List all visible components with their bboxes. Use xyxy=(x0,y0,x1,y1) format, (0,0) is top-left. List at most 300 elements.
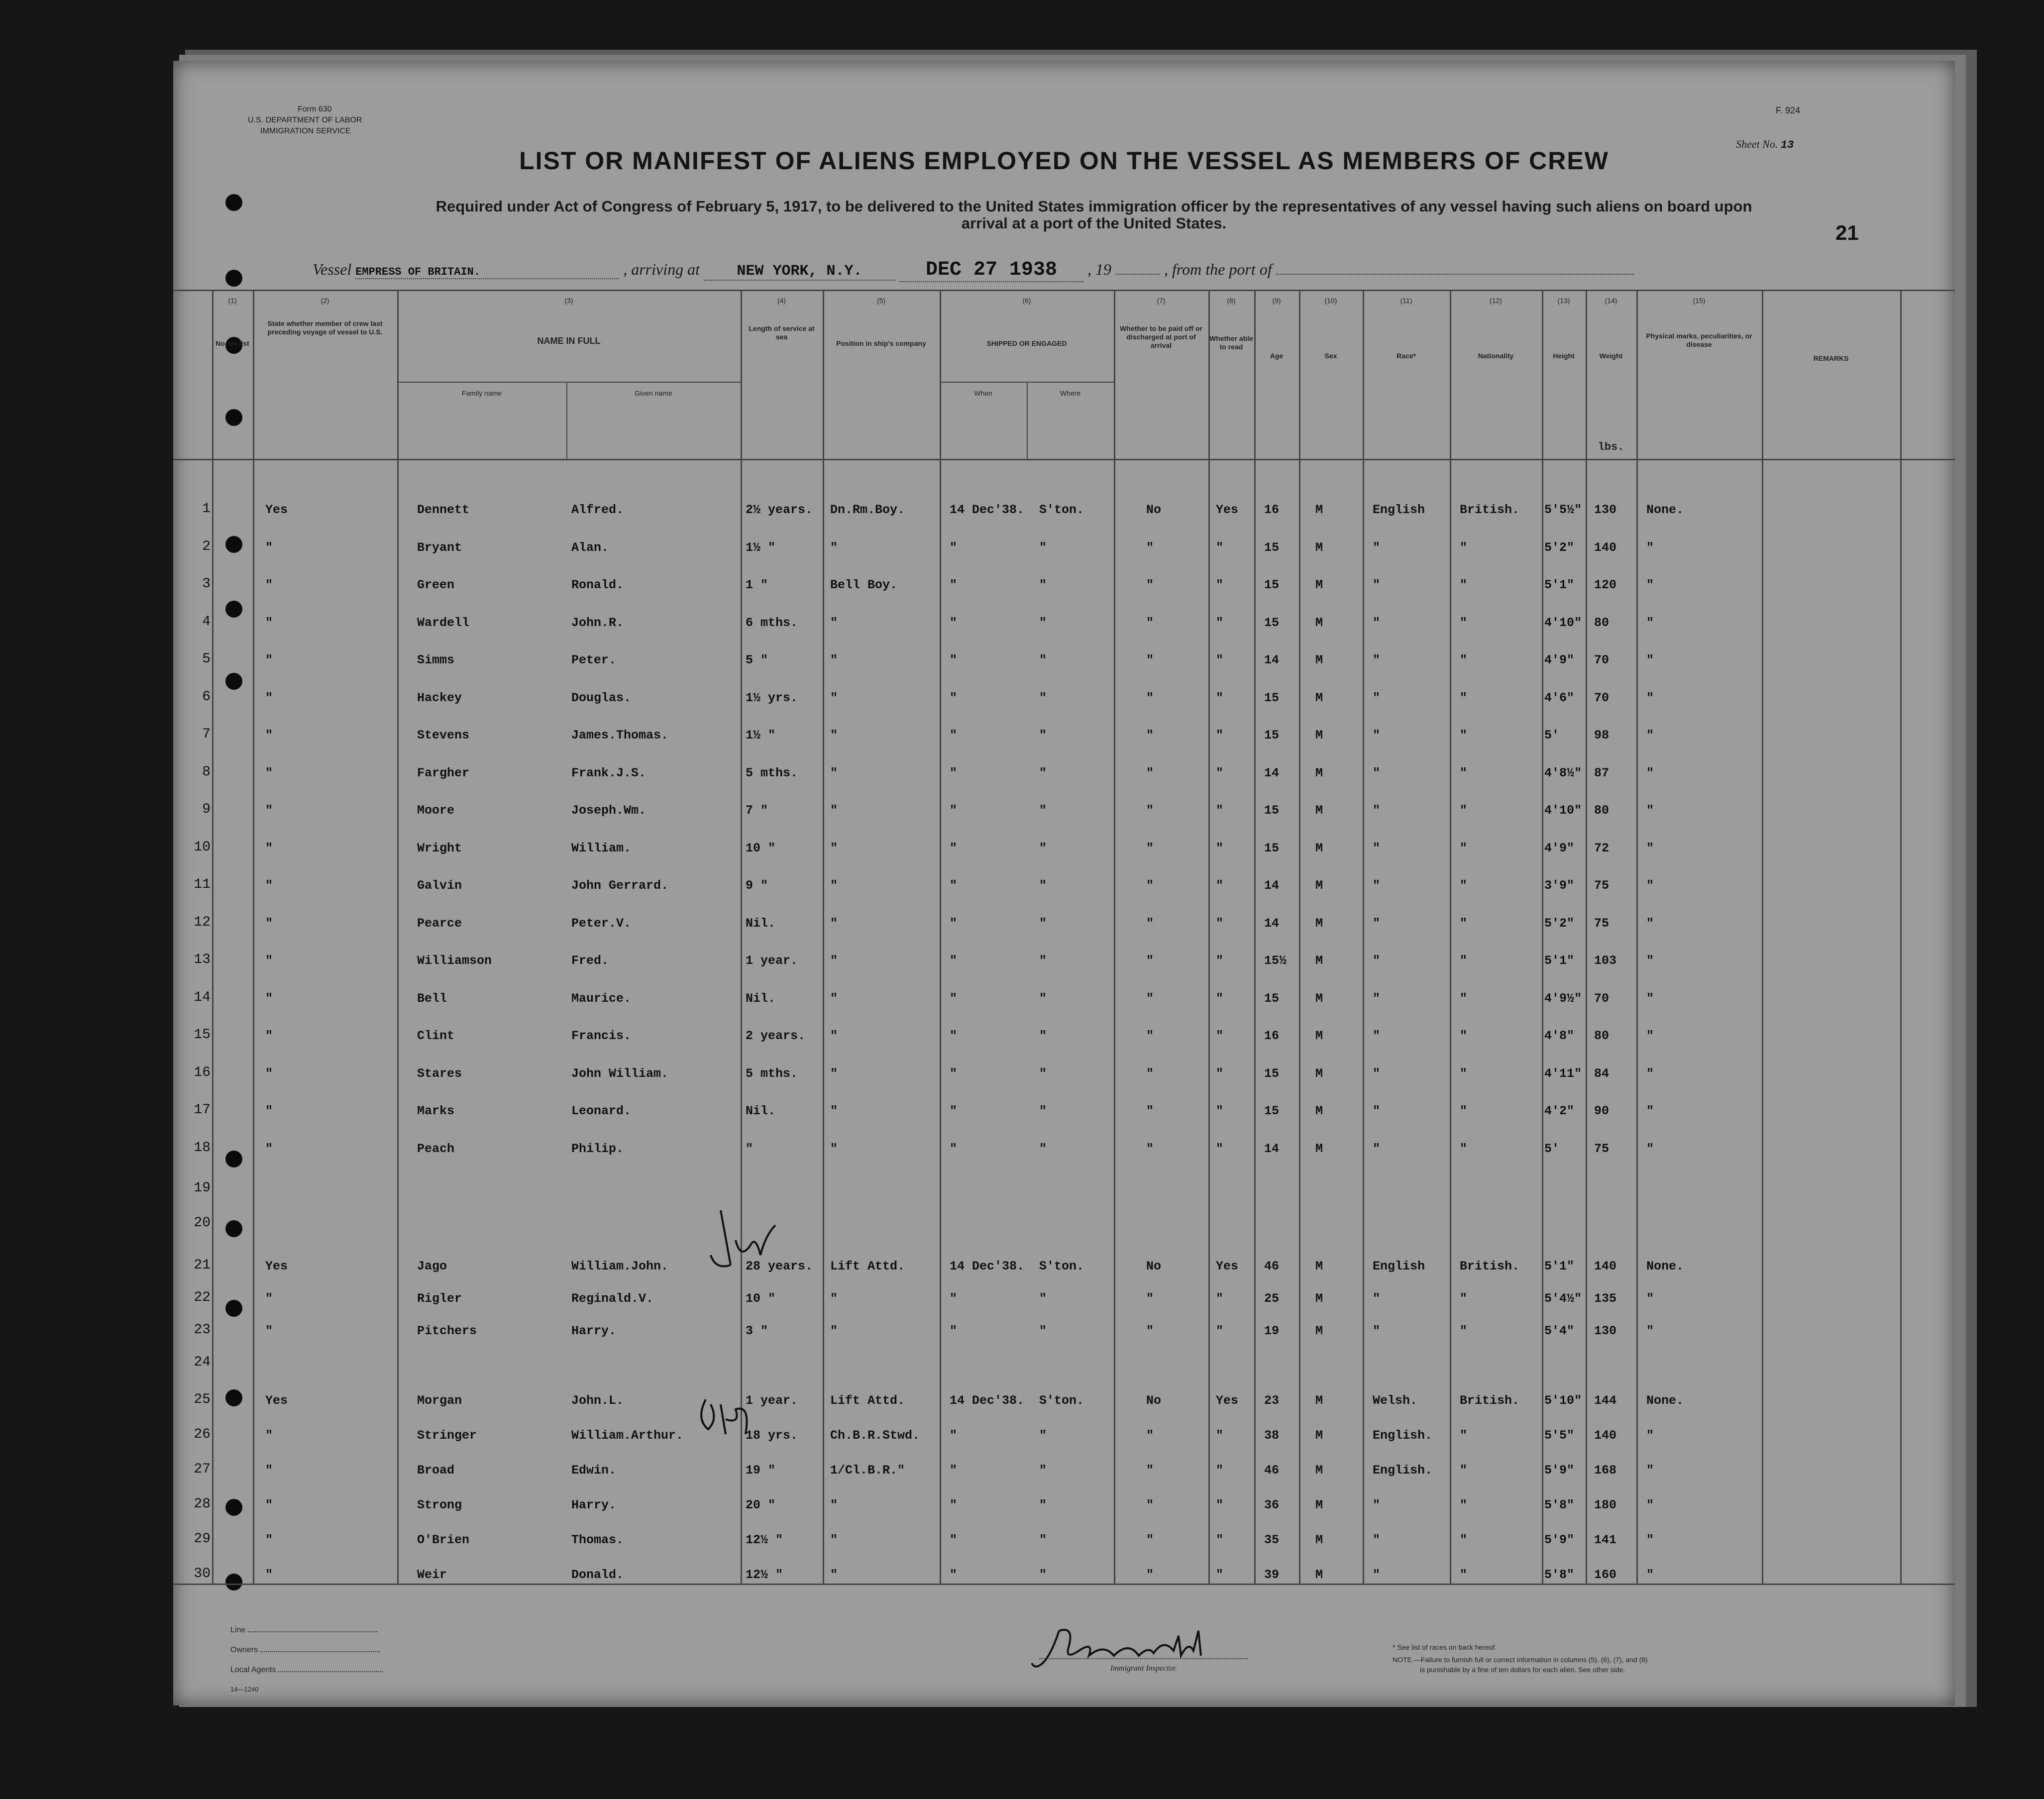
arriving-label: , arriving at xyxy=(623,260,700,278)
row-number-cell: 15 xyxy=(194,1027,211,1043)
family-name-cell: Moore xyxy=(417,803,455,818)
physical-marks-cell: " xyxy=(1646,615,1654,630)
height-cell: 4'9" xyxy=(1544,653,1575,667)
able-to-read-cell: " xyxy=(1216,1498,1224,1512)
able-to-read-cell: " xyxy=(1216,1291,1224,1306)
position-cell: " xyxy=(830,728,838,742)
paid-off-cell: " xyxy=(1146,653,1154,667)
nationality-cell: " xyxy=(1460,1533,1468,1547)
position-cell: " xyxy=(830,953,838,968)
family-name-cell: Stares xyxy=(417,1066,462,1081)
position-cell: " xyxy=(830,615,838,630)
shipped-where-cell: S'ton. xyxy=(1039,503,1084,517)
weight-cell: 70 xyxy=(1594,991,1610,1006)
col-number: (5) xyxy=(876,297,886,305)
position-cell: " xyxy=(830,916,838,931)
family-name-cell: Morgan xyxy=(417,1393,462,1408)
given-name-cell: Donald. xyxy=(571,1568,624,1582)
col-divider xyxy=(212,290,214,1584)
family-name-cell: Rigler xyxy=(417,1291,462,1306)
race-cell: " xyxy=(1373,953,1381,968)
age-cell: 14 xyxy=(1264,878,1280,893)
footer-agents-field xyxy=(230,1666,383,1675)
physical-marks-cell: None. xyxy=(1646,1259,1684,1273)
position-cell: " xyxy=(830,653,838,667)
handwritten-initials-mark xyxy=(701,1205,790,1275)
col-divider xyxy=(823,290,824,1584)
nationality-cell: " xyxy=(1460,1029,1468,1043)
shipped-where-cell: " xyxy=(1039,841,1047,855)
vessel-name: EMPRESS OF BRITAIN. xyxy=(355,266,619,279)
age-cell: 15 xyxy=(1264,615,1280,630)
binder-hole xyxy=(225,270,242,287)
able-to-read-cell: " xyxy=(1216,878,1224,893)
given-name-cell: William.Arthur. xyxy=(571,1428,684,1443)
physical-marks-cell: " xyxy=(1646,540,1654,555)
shipped-where-cell: " xyxy=(1039,653,1047,667)
row-number-cell: 30 xyxy=(194,1566,211,1582)
race-cell: " xyxy=(1373,916,1381,931)
age-cell: 14 xyxy=(1264,653,1280,667)
sex-cell: M xyxy=(1315,728,1323,742)
height-cell: 4'6" xyxy=(1544,690,1575,705)
physical-marks-cell: " xyxy=(1646,1104,1654,1118)
paid-off-cell: " xyxy=(1146,953,1154,968)
physical-marks-cell: " xyxy=(1646,728,1654,742)
race-cell: English xyxy=(1373,503,1425,517)
row-number-cell: 13 xyxy=(194,952,211,967)
row-number-cell: 16 xyxy=(194,1064,211,1080)
shipped-when-cell: " xyxy=(950,1066,958,1081)
physical-marks-cell: " xyxy=(1646,1498,1654,1512)
nationality-cell: " xyxy=(1460,953,1468,968)
age-cell: 15 xyxy=(1264,1104,1280,1118)
able-to-read-cell: " xyxy=(1216,1568,1224,1582)
age-cell: 15 xyxy=(1264,690,1280,705)
line-label: Line xyxy=(230,1626,246,1634)
given-name-cell: Maurice. xyxy=(571,991,632,1006)
sex-cell: M xyxy=(1315,1498,1323,1512)
year-blank xyxy=(1115,274,1160,275)
race-cell: " xyxy=(1373,728,1381,742)
race-cell: " xyxy=(1373,1141,1381,1156)
header-position: Position in ship's company xyxy=(836,339,926,347)
member-cell: " xyxy=(265,1029,273,1043)
manifest-page xyxy=(173,61,1955,1705)
row-number-cell: 22 xyxy=(194,1290,211,1305)
arrival-date-stamp: DEC 27 1938 xyxy=(899,259,1083,282)
col-number: (14) xyxy=(1605,297,1617,305)
shipped-when-cell: " xyxy=(950,1498,958,1512)
shipped-where-cell: " xyxy=(1039,728,1047,742)
handwritten-sheet-number: 21 xyxy=(1835,221,1859,244)
weight-cell: 80 xyxy=(1594,1029,1610,1043)
given-name-cell: Frank.J.S. xyxy=(571,765,646,780)
paid-off-cell: No xyxy=(1146,1393,1162,1408)
race-cell: " xyxy=(1373,878,1381,893)
member-cell: " xyxy=(265,653,273,667)
able-to-read-cell: " xyxy=(1216,841,1224,855)
form-number: Form 630 xyxy=(298,105,332,113)
shipped-where-cell: " xyxy=(1039,690,1047,705)
paid-off-cell: " xyxy=(1146,1291,1154,1306)
shipped-when-cell: " xyxy=(950,1104,958,1118)
able-to-read-cell: Yes xyxy=(1216,503,1239,517)
row-number-cell: 4 xyxy=(202,614,211,630)
row-number-cell: 23 xyxy=(194,1322,211,1338)
sex-cell: M xyxy=(1315,991,1323,1006)
given-name-cell: Douglas. xyxy=(571,690,632,705)
sex-cell: M xyxy=(1315,653,1323,667)
paid-off-cell: " xyxy=(1146,1533,1154,1547)
position-cell: " xyxy=(830,878,838,893)
footer-line-field xyxy=(230,1626,377,1635)
age-cell: 15 xyxy=(1264,803,1280,818)
row-number-cell: 6 xyxy=(202,689,211,705)
member-cell: Yes xyxy=(265,503,288,517)
race-cell: " xyxy=(1373,991,1381,1006)
col-divider xyxy=(1586,290,1587,1584)
col-divider xyxy=(1254,290,1256,1584)
sex-cell: M xyxy=(1315,1463,1323,1478)
given-name-cell: Thomas. xyxy=(571,1533,624,1547)
family-name-cell: Galvin xyxy=(417,878,462,893)
member-cell: Yes xyxy=(265,1259,288,1273)
position-cell: Ch.B.R.Stwd. xyxy=(830,1428,920,1443)
position-cell: " xyxy=(830,1324,838,1338)
member-cell: " xyxy=(265,1498,273,1512)
row-number-cell: 27 xyxy=(194,1462,211,1477)
shipped-when-cell: " xyxy=(950,1324,958,1338)
shipped-when-cell: " xyxy=(950,653,958,667)
row-number-cell: 10 xyxy=(194,839,211,855)
given-name-cell: Reginald.V. xyxy=(571,1291,654,1306)
physical-marks-cell: " xyxy=(1646,1066,1654,1081)
member-cell: " xyxy=(265,765,273,780)
given-name-cell: Edwin. xyxy=(571,1463,617,1478)
family-name-cell: Pearce xyxy=(417,916,462,931)
col-divider xyxy=(1299,290,1300,1584)
paid-off-cell: " xyxy=(1146,991,1154,1006)
length-of-service-cell: 12½ " xyxy=(746,1568,783,1582)
col-divider xyxy=(1114,290,1115,1584)
handwritten-initials-mark xyxy=(691,1389,765,1444)
race-cell: " xyxy=(1373,1104,1381,1118)
shipped-when-cell: " xyxy=(950,803,958,818)
sex-cell: M xyxy=(1315,803,1323,818)
position-cell: Bell Boy. xyxy=(830,578,898,592)
paid-off-cell: " xyxy=(1146,916,1154,931)
sex-cell: M xyxy=(1315,953,1323,968)
paid-off-cell: " xyxy=(1146,1104,1154,1118)
row-number-cell: 26 xyxy=(194,1427,211,1442)
shipped-when-cell: " xyxy=(950,1533,958,1547)
member-cell: " xyxy=(265,1428,273,1443)
nationality-cell: " xyxy=(1460,615,1468,630)
header-remarks: REMARKS xyxy=(1813,354,1849,362)
nationality-cell: " xyxy=(1460,1324,1468,1338)
position-cell: " xyxy=(830,1291,838,1306)
note-penalty: NOTE.—Failure to furnish full or correct information in columns (5), (6), (7), and (8) xyxy=(1393,1656,1648,1664)
position-cell: " xyxy=(830,803,838,818)
sex-cell: M xyxy=(1315,1029,1323,1043)
age-cell: 38 xyxy=(1264,1428,1280,1443)
physical-marks-cell: " xyxy=(1646,1141,1654,1156)
header-member-last-voyage: State whether member of crew last preceding voyage of vessel to U.S. xyxy=(267,319,383,336)
family-name-cell: Jago xyxy=(417,1259,447,1273)
physical-marks-cell: " xyxy=(1646,991,1654,1006)
given-name-cell: John Gerrard. xyxy=(571,878,669,893)
physical-marks-cell: " xyxy=(1646,690,1654,705)
col-divider xyxy=(253,290,254,1584)
member-cell: " xyxy=(265,953,273,968)
weight-cell: 141 xyxy=(1594,1533,1617,1547)
race-cell: " xyxy=(1373,615,1381,630)
height-cell: 4'9" xyxy=(1544,841,1575,855)
age-cell: 14 xyxy=(1264,1141,1280,1156)
given-name-cell: John.L. xyxy=(571,1393,624,1408)
col-divider xyxy=(397,290,399,1584)
sex-cell: M xyxy=(1315,503,1323,517)
shipped-where-cell: " xyxy=(1039,1533,1047,1547)
nationality-cell: " xyxy=(1460,841,1468,855)
height-cell: 5'4½" xyxy=(1544,1291,1582,1306)
shipped-where-cell: " xyxy=(1039,953,1047,968)
length-of-service-cell: 1 year. xyxy=(746,1393,798,1408)
race-cell: " xyxy=(1373,540,1381,555)
member-cell: " xyxy=(265,1066,273,1081)
physical-marks-cell: " xyxy=(1646,1533,1654,1547)
paid-off-cell: " xyxy=(1146,540,1154,555)
family-name-cell: Williamson xyxy=(417,953,492,968)
row-number-cell: 29 xyxy=(194,1531,211,1547)
able-to-read-cell: " xyxy=(1216,1428,1224,1443)
family-name-cell: Bell xyxy=(417,991,447,1006)
shipped-where-cell: " xyxy=(1039,1141,1047,1156)
height-cell: 4'2" xyxy=(1544,1104,1575,1118)
shipped-where-cell: " xyxy=(1039,1463,1047,1478)
position-cell: Dn.Rm.Boy. xyxy=(830,503,905,517)
family-name-cell: Simms xyxy=(417,653,455,667)
age-cell: 46 xyxy=(1264,1463,1280,1478)
header-nationality: Nationality xyxy=(1478,352,1514,360)
weight-cell: 75 xyxy=(1594,878,1610,893)
paid-off-cell: " xyxy=(1146,1568,1154,1582)
shipped-where-cell: " xyxy=(1039,916,1047,931)
member-cell: " xyxy=(265,803,273,818)
height-cell: 5'1" xyxy=(1544,953,1575,968)
header-shipped-engaged: SHIPPED OR ENGAGED xyxy=(986,339,1067,347)
height-cell: 4'10" xyxy=(1544,615,1582,630)
able-to-read-cell: " xyxy=(1216,1104,1224,1118)
col-divider xyxy=(1762,290,1763,1584)
physical-marks-cell: " xyxy=(1646,578,1654,592)
given-name-cell: Leonard. xyxy=(571,1104,632,1118)
physical-marks-cell: " xyxy=(1646,765,1654,780)
row-number-cell: 28 xyxy=(194,1496,211,1512)
position-cell: Lift Attd. xyxy=(830,1259,905,1273)
sex-cell: M xyxy=(1315,1533,1323,1547)
nationality-cell: " xyxy=(1460,1291,1468,1306)
note-races: * See list of races on back hereof. xyxy=(1393,1643,1497,1651)
length-of-service-cell: Nil. xyxy=(746,991,776,1006)
shipped-when-cell: " xyxy=(950,1463,958,1478)
height-cell: 5'5½" xyxy=(1544,503,1582,517)
age-cell: 46 xyxy=(1264,1259,1280,1273)
header-name-in-full: NAME IN FULL xyxy=(537,336,601,346)
shipped-where-cell: " xyxy=(1039,615,1047,630)
given-name-cell: Francis. xyxy=(571,1029,632,1043)
paid-off-cell: " xyxy=(1146,1066,1154,1081)
member-cell: " xyxy=(265,841,273,855)
member-cell: " xyxy=(265,690,273,705)
shipped-when-cell: " xyxy=(950,1029,958,1043)
race-cell: " xyxy=(1373,1029,1381,1043)
paid-off-cell: " xyxy=(1146,765,1154,780)
weight-cell: 144 xyxy=(1594,1393,1617,1408)
weight-cell: 140 xyxy=(1594,1428,1617,1443)
weight-cell: 72 xyxy=(1594,841,1610,855)
age-cell: 14 xyxy=(1264,765,1280,780)
shipped-when-cell: " xyxy=(950,1428,958,1443)
able-to-read-cell: " xyxy=(1216,991,1224,1006)
age-cell: 15 xyxy=(1264,841,1280,855)
shipped-where-cell: " xyxy=(1039,1498,1047,1512)
weight-cell: 140 xyxy=(1594,1259,1617,1273)
shipped-where-cell: " xyxy=(1039,765,1047,780)
row-number-cell: 1 xyxy=(202,501,211,517)
shipped-where-cell: " xyxy=(1039,1066,1047,1081)
weight-cell: 103 xyxy=(1594,953,1617,968)
length-of-service-cell: 28 years. xyxy=(746,1259,813,1273)
length-of-service-cell: 5 " xyxy=(746,653,768,667)
sex-cell: M xyxy=(1315,1568,1323,1582)
able-to-read-cell: Yes xyxy=(1216,1259,1239,1273)
physical-marks-cell: " xyxy=(1646,1291,1654,1306)
paid-off-cell: " xyxy=(1146,1463,1154,1478)
family-name-cell: Weir xyxy=(417,1568,447,1582)
row-number-cell: 5 xyxy=(202,651,211,667)
weight-cell: 120 xyxy=(1594,578,1617,592)
col-number: (6) xyxy=(1022,297,1031,305)
given-name-cell: Harry. xyxy=(571,1324,617,1338)
height-cell: 3'9" xyxy=(1544,878,1575,893)
sex-cell: M xyxy=(1315,916,1323,931)
position-cell: " xyxy=(830,540,838,555)
sex-cell: M xyxy=(1315,690,1323,705)
paid-off-cell: " xyxy=(1146,728,1154,742)
length-of-service-cell: 10 " xyxy=(746,1291,776,1306)
given-name-cell: Joseph.Wm. xyxy=(571,803,646,818)
age-cell: 35 xyxy=(1264,1533,1280,1547)
given-name-cell: Fred. xyxy=(571,953,609,968)
shipped-where-cell: " xyxy=(1039,878,1047,893)
row-number-cell: 17 xyxy=(194,1102,211,1118)
nationality-cell: British. xyxy=(1460,503,1520,517)
given-name-cell: James.Thomas. xyxy=(571,728,669,742)
family-name-cell: Bryant xyxy=(417,540,462,555)
age-cell: 15 xyxy=(1264,1066,1280,1081)
member-cell: " xyxy=(265,916,273,931)
note-penalty-cont: is punishable by a fine of ten dollars for each alien. See other side. xyxy=(1420,1666,1625,1674)
weight-cell: 160 xyxy=(1594,1568,1617,1582)
from-port-blank xyxy=(1276,274,1634,275)
race-cell: Welsh. xyxy=(1373,1393,1418,1408)
length-of-service-cell: 2½ years. xyxy=(746,503,813,517)
height-cell: 4'8½" xyxy=(1544,765,1582,780)
height-cell: 5'9" xyxy=(1544,1463,1575,1478)
length-of-service-cell: Nil. xyxy=(746,1104,776,1118)
header-paid-off: Whether to be paid off or discharged at port of arrival xyxy=(1120,324,1202,349)
physical-marks-cell: " xyxy=(1646,1568,1654,1582)
length-of-service-cell: 20 " xyxy=(746,1498,776,1512)
physical-marks-cell: None. xyxy=(1646,503,1684,517)
table-top-border xyxy=(173,290,1955,291)
length-of-service-cell: 1 " xyxy=(746,578,768,592)
position-cell: 1/Cl.B.R." xyxy=(830,1463,905,1478)
member-cell: " xyxy=(265,991,273,1006)
paid-off-cell: " xyxy=(1146,878,1154,893)
col-number: (1) xyxy=(228,297,237,305)
shipped-where-cell: " xyxy=(1039,1324,1047,1338)
row-number-cell: 11 xyxy=(194,877,211,892)
race-cell: " xyxy=(1373,653,1381,667)
col-number: (8) xyxy=(1227,297,1236,305)
shipped-when-cell: " xyxy=(950,540,958,555)
race-cell: " xyxy=(1373,1324,1381,1338)
physical-marks-cell: " xyxy=(1646,916,1654,931)
age-cell: 15 xyxy=(1264,728,1280,742)
height-cell: 5' xyxy=(1544,1141,1560,1156)
length-of-service-cell: 1 year. xyxy=(746,953,798,968)
col-number: (7) xyxy=(1157,297,1166,305)
height-cell: 5'2" xyxy=(1544,540,1575,555)
length-of-service-cell: 5 mths. xyxy=(746,1066,798,1081)
weight-cell: 140 xyxy=(1594,540,1617,555)
member-cell: " xyxy=(265,1104,273,1118)
col-number: (3) xyxy=(564,297,573,305)
row-number-cell: 3 xyxy=(202,576,211,592)
header-bottom-border xyxy=(173,459,1955,460)
col-divider xyxy=(1900,290,1902,1584)
family-name-cell: Hackey xyxy=(417,690,462,705)
member-cell: " xyxy=(265,1141,273,1156)
given-name-cell: Harry. xyxy=(571,1498,617,1512)
race-cell: " xyxy=(1373,803,1381,818)
position-cell: " xyxy=(830,1533,838,1547)
weight-cell: 135 xyxy=(1594,1291,1617,1306)
family-name-cell: Strong xyxy=(417,1498,462,1512)
age-cell: 15 xyxy=(1264,991,1280,1006)
given-name-cell: John.R. xyxy=(571,615,624,630)
able-to-read-cell: " xyxy=(1216,1533,1224,1547)
manifest-table xyxy=(173,290,1955,1584)
height-cell: 4'10" xyxy=(1544,803,1582,818)
able-to-read-cell: " xyxy=(1216,615,1224,630)
sex-cell: M xyxy=(1315,841,1323,855)
weight-cell: 70 xyxy=(1594,653,1610,667)
position-cell: " xyxy=(830,1568,838,1582)
member-cell: " xyxy=(265,578,273,592)
length-of-service-cell: 3 " xyxy=(746,1324,768,1338)
race-cell: " xyxy=(1373,690,1381,705)
inspector-label: Immigrant Inspector. xyxy=(1110,1664,1178,1673)
row-number-cell: 12 xyxy=(194,914,211,930)
manifest-title: LIST OR MANIFEST OF ALIENS EMPLOYED ON THE VESSEL AS MEMBERS OF CREW xyxy=(519,147,1609,175)
shipped-when-cell: " xyxy=(950,690,958,705)
sex-cell: M xyxy=(1315,1393,1323,1408)
shipped-when-cell: " xyxy=(950,841,958,855)
